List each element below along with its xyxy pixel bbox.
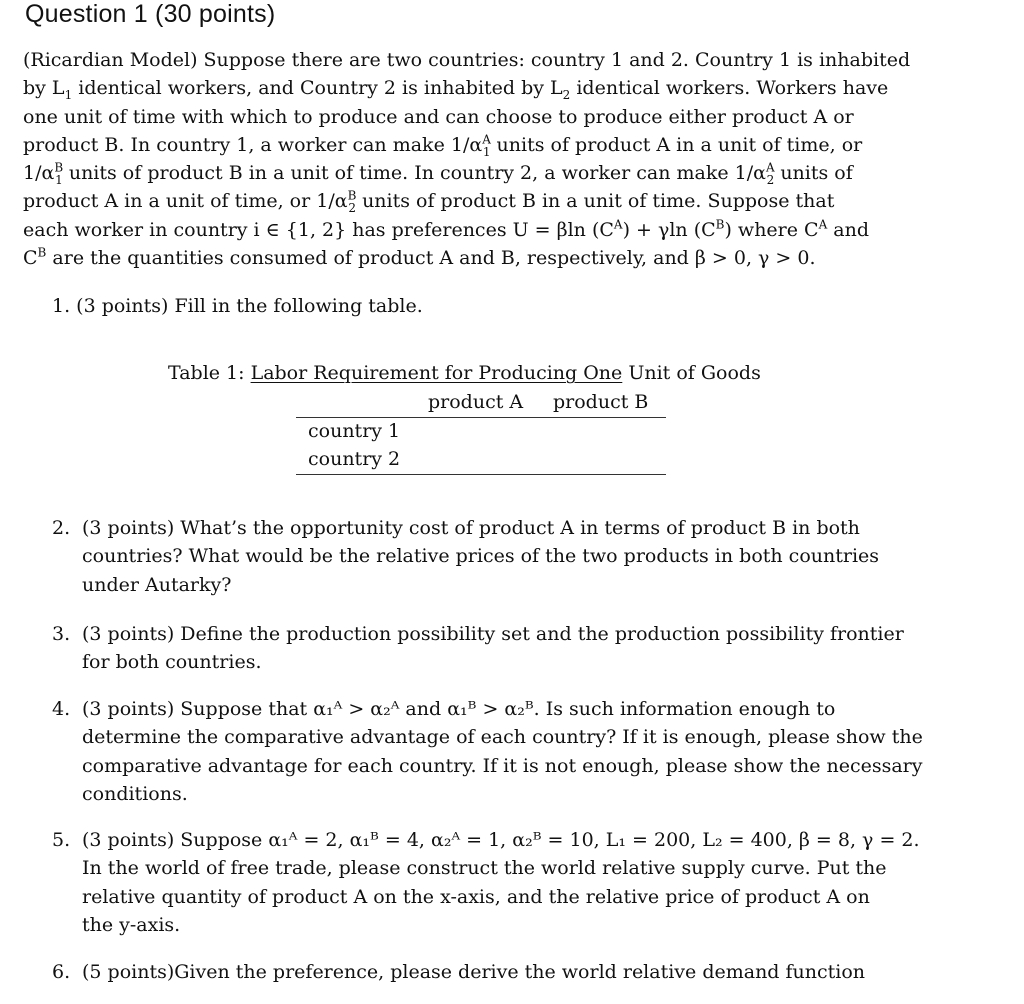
table-row-country-1: country 1	[308, 420, 401, 442]
intro-line: $C^B$ are the quantities consumed of product A and B, respectively, and β > 0, γ > 0.	[23, 245, 816, 270]
intro-line: each worker in country i ∈ {1, 2} has preferences U = βln $(C^A) + \gamma\ln$ $(C^B)$ where $C^A$ and	[23, 217, 870, 241]
intro-line: $1/\alpha^B_1$ units of product B in a unit of time. In country 2, a worker can make $1/\alpha^A_2$ units of	[23, 160, 853, 187]
table-caption: Table 1: Labor Requirement for Producing One Unit of Goods	[168, 362, 761, 384]
table-header-product-a: product A	[428, 391, 524, 413]
document-page: Question 1 (30 points) (Ricardian Model) Suppose there are two countries: country 1 and 2. Country 1 is inhabited by $L_1$ identical workers, and Country 2 is inhabited by $L_2$ identical workers. Workers have one unit of time with which to produce and can choose to produce either product A or product B. In country 1, a worker can make $1/\alpha^A_1$ units of product A in a unit of time, or $1/\alpha^B_1$ units of product B in a unit of time. In country 2, a worker can make $1/\alpha^A_2$ units of product A in a unit of time, or $1/\alpha^B_2$ units of product B in a unit of time. Suppose that each worker in country i ∈ {1, 2} has preferences U = βln $(C^A) + \gamma\ln$ $(C^B)$ where $C^A$ and $C^B$ are the quantities consumed of product A and B, respectively, and β > 0, γ > 0. 1. (3 points) Fill in the following table. Table 1: Labor Requirement for Producing One Unit of Goods product A product B country 1 country 2 2. (3 points) What’s the opportunity cost of product A in terms of product B in both countries? What would be the relative prices of the two products in both countries under Autarky? 3. (3 points) Define the production possibility set and the production possibility frontier for both countries. 4. (3 points) Suppose that α₁ᴬ > α₂ᴬ and α₁ᴮ > α₂ᴮ. Is such information enough to determine the comparative advantage of each country? If it is enough, please show the comparative advantage for each country. If it is not enough, please show the necessary conditions. 5. (3 points) Suppose α₁ᴬ = 2, α₁ᴮ = 4, α₂ᴬ = 1, α₂ᴮ = 10, L₁ = 200, L₂ = 400, β = 8, γ = 2. In the world of free trade, please construct the world relative supply curve. Put the relative quantity of product A on the x-axis, and the relative price of product A on the y-axis. 6. (5 points)Given the preference, please derive the world relative demand function	[0, 0, 1024, 1004]
intro-line: by $L_1$ identical workers, and Country 2 is inhabited by $L_2$ identical workers. Workers have	[23, 77, 889, 103]
intro-line: (Ricardian Model) Suppose there are two countries: country 1 and 2. Country 1 is inhabited	[23, 49, 911, 71]
question-item-1: 1. (3 points) Fill in the following table.	[52, 295, 423, 317]
intro-line: product A in a unit of time, or $1/\alpha^B_2$ units of product B in a unit of time. Suppose that	[23, 189, 835, 216]
intro-paragraph	[23, 46, 939, 272]
table-row-country-2: country 2	[308, 448, 401, 470]
table-bottom-rule	[296, 474, 666, 475]
intro-line: one unit of time with which to produce and can choose to produce either product A or	[23, 105, 854, 128]
table-header-product-b: product B	[553, 391, 649, 413]
table-header-rule	[296, 417, 666, 418]
intro-line: product B. In country 1, a worker can make $1/\alpha^A_1$ units of product A in a unit of time, or	[23, 132, 863, 159]
question-title: Question 1 (30 points)	[25, 0, 276, 28]
